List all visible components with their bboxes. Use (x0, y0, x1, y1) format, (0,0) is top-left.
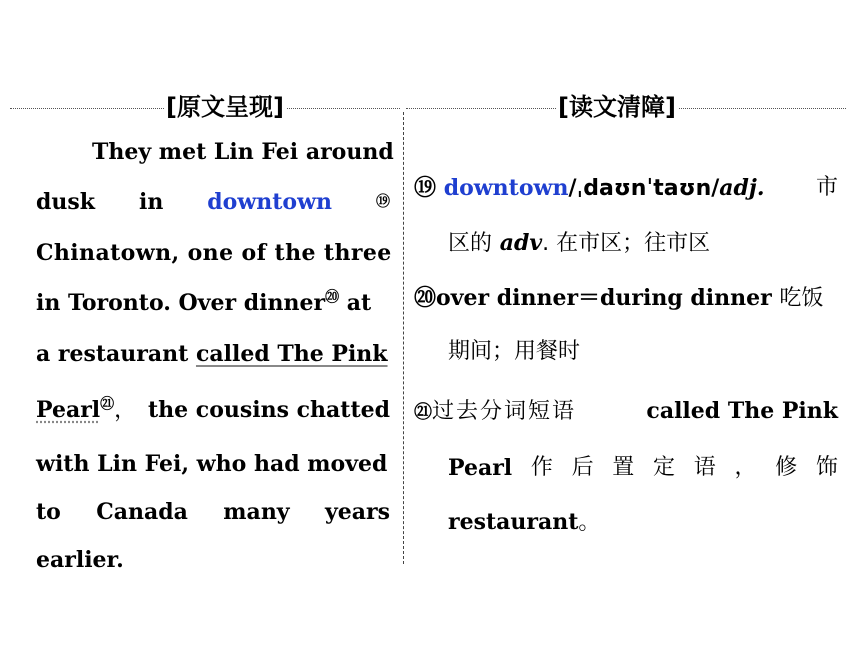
text-line-3: Chinatown, one of the three (36, 240, 392, 266)
text-line-9: earlier. (36, 547, 124, 573)
right-column-header: [读文清障] (558, 93, 676, 121)
text-run: a restaurant (36, 341, 196, 367)
text-line-7: with Lin Fei, who had moved (36, 451, 388, 477)
note-number-19: ⑲ (414, 175, 437, 201)
char: ， (734, 455, 757, 480)
note-19-line-2 (448, 228, 710, 258)
definition-text: 期间；用餐时 (448, 339, 581, 364)
char: 修 (775, 455, 798, 480)
left-column-header: [原文呈现] (166, 93, 284, 121)
part-of-speech: adj. (719, 175, 765, 201)
underlined-phrase: called The Pink (195, 341, 388, 367)
note-21-line-1 (414, 396, 840, 426)
note-phrase: over dinner＝during dinner (436, 285, 772, 311)
note-phrase: called The Pink (646, 398, 838, 424)
phonetic: /ˌdaʊnˈtaʊn/ (568, 176, 720, 201)
text-line-4 (36, 288, 390, 318)
definition-text: 过去分词短语 (432, 399, 577, 424)
note-marker-19: ⑲ (376, 194, 390, 210)
word: dusk (36, 189, 96, 215)
text-line-5 (36, 339, 390, 369)
note-21-line-3 (448, 507, 600, 537)
char: 语 (693, 455, 716, 480)
definition-text: 区的 (448, 231, 493, 256)
char: 置 (612, 455, 635, 480)
note-marker-20: ⑳ (325, 289, 340, 306)
word: Canada (96, 499, 188, 525)
text-line-2 (36, 187, 390, 217)
text-run: at (339, 290, 372, 316)
word: in (138, 189, 164, 215)
text-run: the cousins chatted (147, 397, 390, 423)
part-of-speech: adv (499, 230, 543, 256)
char: 作 (530, 455, 553, 480)
note-number-21: ㉑ (414, 402, 432, 423)
char: 饰 (815, 455, 838, 480)
char: 后 (571, 455, 594, 480)
text-run: in Toronto. Over dinner (36, 290, 326, 316)
column-divider (403, 112, 404, 564)
comma: ， (114, 398, 137, 423)
note-20-line-2 (448, 336, 580, 366)
text-line-6 (36, 395, 390, 425)
note-marker-21: ㉑ (100, 396, 115, 413)
note-headword: downtown (443, 175, 569, 201)
note-19-line-1 (414, 173, 840, 203)
word: to (36, 499, 61, 525)
definition-text: 市 (815, 175, 838, 200)
word: many (223, 499, 290, 525)
underlined-word-pearl: Pearl (36, 397, 101, 423)
definition-text: 吃饭 (779, 286, 824, 311)
char: 定 (653, 455, 676, 480)
note-phrase: restaurant (448, 509, 579, 535)
note-20-line-1 (414, 283, 840, 313)
period: 。 (578, 510, 601, 535)
note-number-20: ⑳ (414, 285, 437, 311)
highlighted-word-downtown: downtown (207, 189, 333, 215)
note-phrase: Pearl (448, 455, 513, 481)
note-21-line-2 (448, 453, 838, 483)
word: years (324, 499, 390, 525)
text-line-8 (36, 497, 390, 527)
text-line-1: They met Lin Fei around (92, 139, 394, 165)
definition-text: . 在市区；往市区 (542, 231, 711, 256)
